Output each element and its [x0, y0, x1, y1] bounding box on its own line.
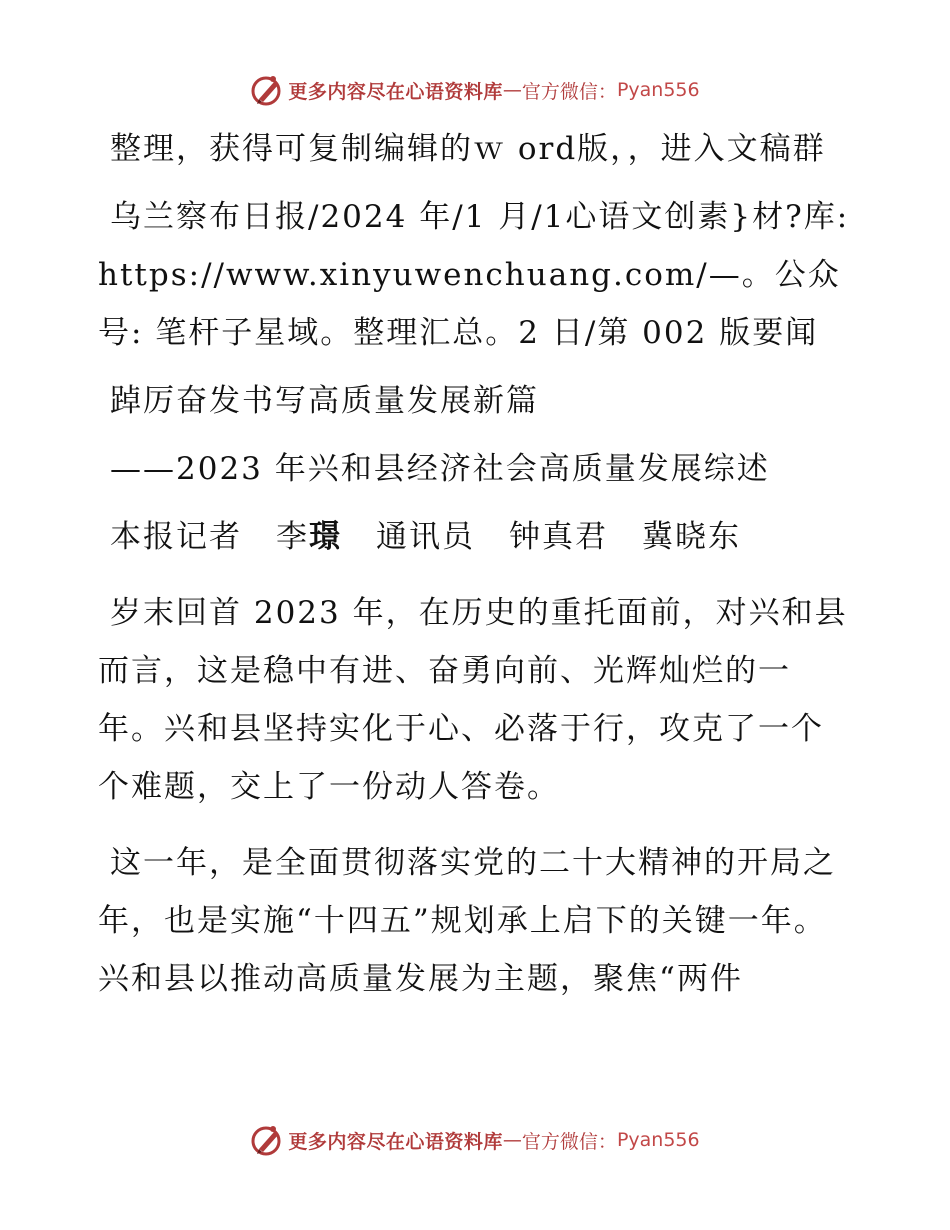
header-banner	[0, 70, 950, 110]
footer-banner	[0, 1120, 950, 1160]
banner-text: 更多内容尽在心语资料库	[288, 80, 503, 103]
byline	[98, 508, 850, 566]
byline-role-correspondent: 通讯员	[376, 519, 475, 555]
pen-logo-icon	[250, 73, 284, 107]
byline-role-reporter: 本报记者	[110, 519, 242, 555]
body-paragraph-1: 岁末回首 2023 年，在历史的重托面前，对兴和县而言，这是稳中有进、奋勇向前、光辉灿烂的一年。兴和县坚持实化于心、必落于行，攻克了一个个难题，交上了一份动人答卷。	[98, 595, 848, 805]
byline-name-3: 冀晓东	[642, 519, 741, 555]
byline-name-1a: 李	[276, 519, 309, 555]
intro-paragraph: 整理，获得可复制编辑的ｗ ord版，，进入文稿群	[110, 131, 826, 167]
banner-separator: —	[502, 1129, 522, 1151]
banner-label: 官方微信：	[521, 1130, 617, 1153]
headline: 踔厉奋发书写高质量发展新篇	[110, 383, 539, 419]
banner-wechat-id: Pyan556	[616, 1129, 700, 1151]
byline-name-1b: 璟	[309, 519, 342, 555]
document-body	[98, 120, 850, 1026]
body-paragraph-2: 这一年，是全面贯彻落实党的二十大精神的开局之年，也是实施“十四五”规划承上启下的关键一年。兴和县以推动高质量发展为主题，聚焦“两件	[98, 845, 836, 997]
banner-label: 官方微信：	[521, 80, 617, 103]
pen-logo-icon	[250, 1123, 284, 1157]
byline-name-2: 钟真君	[509, 519, 608, 555]
subtitle: ——2023 年兴和县经济社会高质量发展综述	[110, 451, 770, 487]
banner-wechat-id: Pyan556	[616, 79, 700, 101]
banner-text: 更多内容尽在心语资料库	[288, 1130, 503, 1153]
banner-separator: —	[502, 79, 522, 101]
source-paragraph: 乌兰察布日报/2024 年/1 月/1心语文创素}材?库: https://www.xinyuwenchuang.com/—。公众号: 笔杆子星域。整理汇总。2 日/第 002 版要闻	[98, 199, 850, 351]
